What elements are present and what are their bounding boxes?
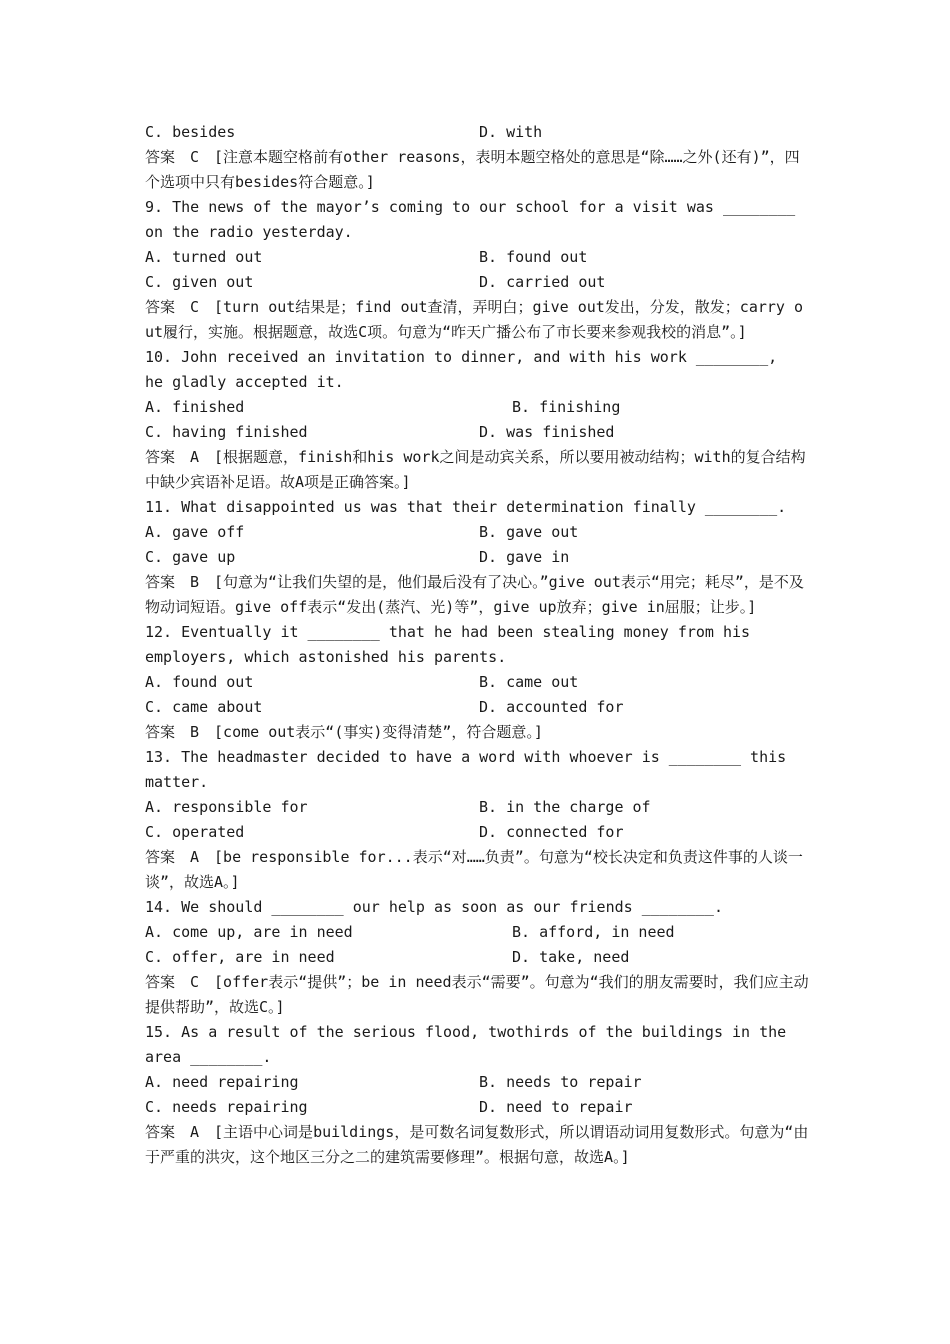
q10-options-row-2: [145, 420, 810, 445]
q11-options-row-2: [145, 545, 810, 570]
q14-option-d: D. take, need: [512, 948, 630, 966]
q12-options-row-2: [145, 695, 810, 720]
q10-option-a: A. finished: [145, 398, 245, 416]
q14-stem: 14. We should ________ our help as soon as our friends ________.: [145, 898, 723, 916]
q12-answer: 答案 B [come out表示“(事实)变得清楚”，符合题意。]: [145, 723, 543, 741]
q15-options-row-1: [145, 1070, 810, 1095]
q11-stem: 11. What disappointed us was that their determination finally ________.: [145, 498, 787, 516]
q11-answer: 答案 B [句意为“让我们失望的是，他们最后没有了决心。”give out表示“用完；耗尽”，是不及物动词短语。give off表示“发出(蒸汽、光)等”，give up放弃；give in屈服；让步。]: [145, 573, 804, 616]
q9-option-b: B. found out: [479, 248, 588, 266]
q9-stem: 9. The news of the mayor’s coming to our school for a visit was ________ on the radio yesterday.: [145, 198, 805, 241]
q9-answer: 答案 C [turn out结果是；find out查清，弄明白；give out发出，分发，散发；carry out履行，实施。根据题意，故选C项。句意为“昨天广播公布了市长要来参观我校的消息”。]: [145, 298, 804, 341]
q13-option-c: C. operated: [145, 823, 245, 841]
q14-option-c: C. offer, are in need: [145, 948, 335, 966]
q8-options-row: [145, 120, 810, 145]
q14-option-b: B. afford, in need: [512, 923, 675, 941]
q10-option-d: D. was finished: [479, 423, 615, 441]
q9-option-c: C. given out: [145, 273, 254, 291]
q15-options-row-2: [145, 1095, 810, 1120]
q15-option-b: B. needs to repair: [479, 1073, 642, 1091]
q13-options-row-1: [145, 795, 810, 820]
q15-stem: 15. As a result of the serious flood, twothirds of the buildings in the area ________.: [145, 1023, 796, 1066]
q10-option-c: C. having finished: [145, 423, 308, 441]
q13-option-a: A. responsible for: [145, 798, 308, 816]
q9-option-a: A. turned out: [145, 248, 263, 266]
q15-answer: 答案 A [主语中心词是buildings，是可数名词复数形式，所以谓语动词用复数形式。句意为“由于严重的洪灾，这个地区三分之二的建筑需要修理”。根据句意，故选A。]: [145, 1123, 809, 1166]
q12-options-row-1: [145, 670, 810, 695]
q9-option-d: D. carried out: [479, 273, 606, 291]
q8-option-d: D. with: [479, 123, 543, 141]
q15-option-c: C. needs repairing: [145, 1098, 308, 1116]
q12-option-b: B. came out: [479, 673, 579, 691]
q11-option-b: B. gave out: [479, 523, 579, 541]
q14-option-a: A. come up, are in need: [145, 923, 353, 941]
q10-stem: 10. John received an invitation to dinner, and with his work ________, he gladly accepted it.: [145, 348, 796, 391]
q11-option-d: D. gave in: [479, 548, 570, 566]
q9-options-row-2: [145, 270, 810, 295]
q13-stem: 13. The headmaster decided to have a word with whoever is ________ this matter.: [145, 748, 796, 791]
q12-option-c: C. came about: [145, 698, 263, 716]
q8-option-c: C. besides: [145, 123, 236, 141]
q11-option-a: A. gave off: [145, 523, 245, 541]
q11-option-c: C. gave up: [145, 548, 236, 566]
q10-options-row-1: [145, 395, 810, 420]
q13-option-b: B. in the charge of: [479, 798, 651, 816]
q12-stem: 12. Eventually it ________ that he had been stealing money from his employers, which astonished his parents.: [145, 623, 760, 666]
q13-answer: 答案 A [be responsible for...表示“对……负责”。句意为“校长决定和负责这件事的人谈一谈”，故选A。]: [145, 848, 803, 891]
q8-answer: 答案 C [注意本题空格前有other reasons，表明本题空格处的意思是“除……之外(还有)”，四个选项中只有besides符合题意。]: [145, 148, 800, 191]
q15-option-a: A. need repairing: [145, 1073, 299, 1091]
document-page: [145, 120, 810, 1170]
q13-options-row-2: [145, 820, 810, 845]
q15-option-d: D. need to repair: [479, 1098, 633, 1116]
q13-option-d: D. connected for: [479, 823, 624, 841]
q14-options-row-2: [145, 945, 810, 970]
q14-answer: 答案 C [offer表示“提供”；be in need表示“需要”。句意为“我们的朋友需要时，我们应主动提供帮助”，故选C。]: [145, 973, 809, 1016]
q14-options-row-1: [145, 920, 810, 945]
q12-option-d: D. accounted for: [479, 698, 624, 716]
q10-option-b: B. finishing: [512, 398, 621, 416]
q11-options-row-1: [145, 520, 810, 545]
q10-answer: 答案 A [根据题意，finish和his work之间是动宾关系，所以要用被动结构；with的复合结构中缺少宾语补足语。故A项是正确答案。]: [145, 448, 806, 491]
q9-options-row-1: [145, 245, 810, 270]
q12-option-a: A. found out: [145, 673, 254, 691]
